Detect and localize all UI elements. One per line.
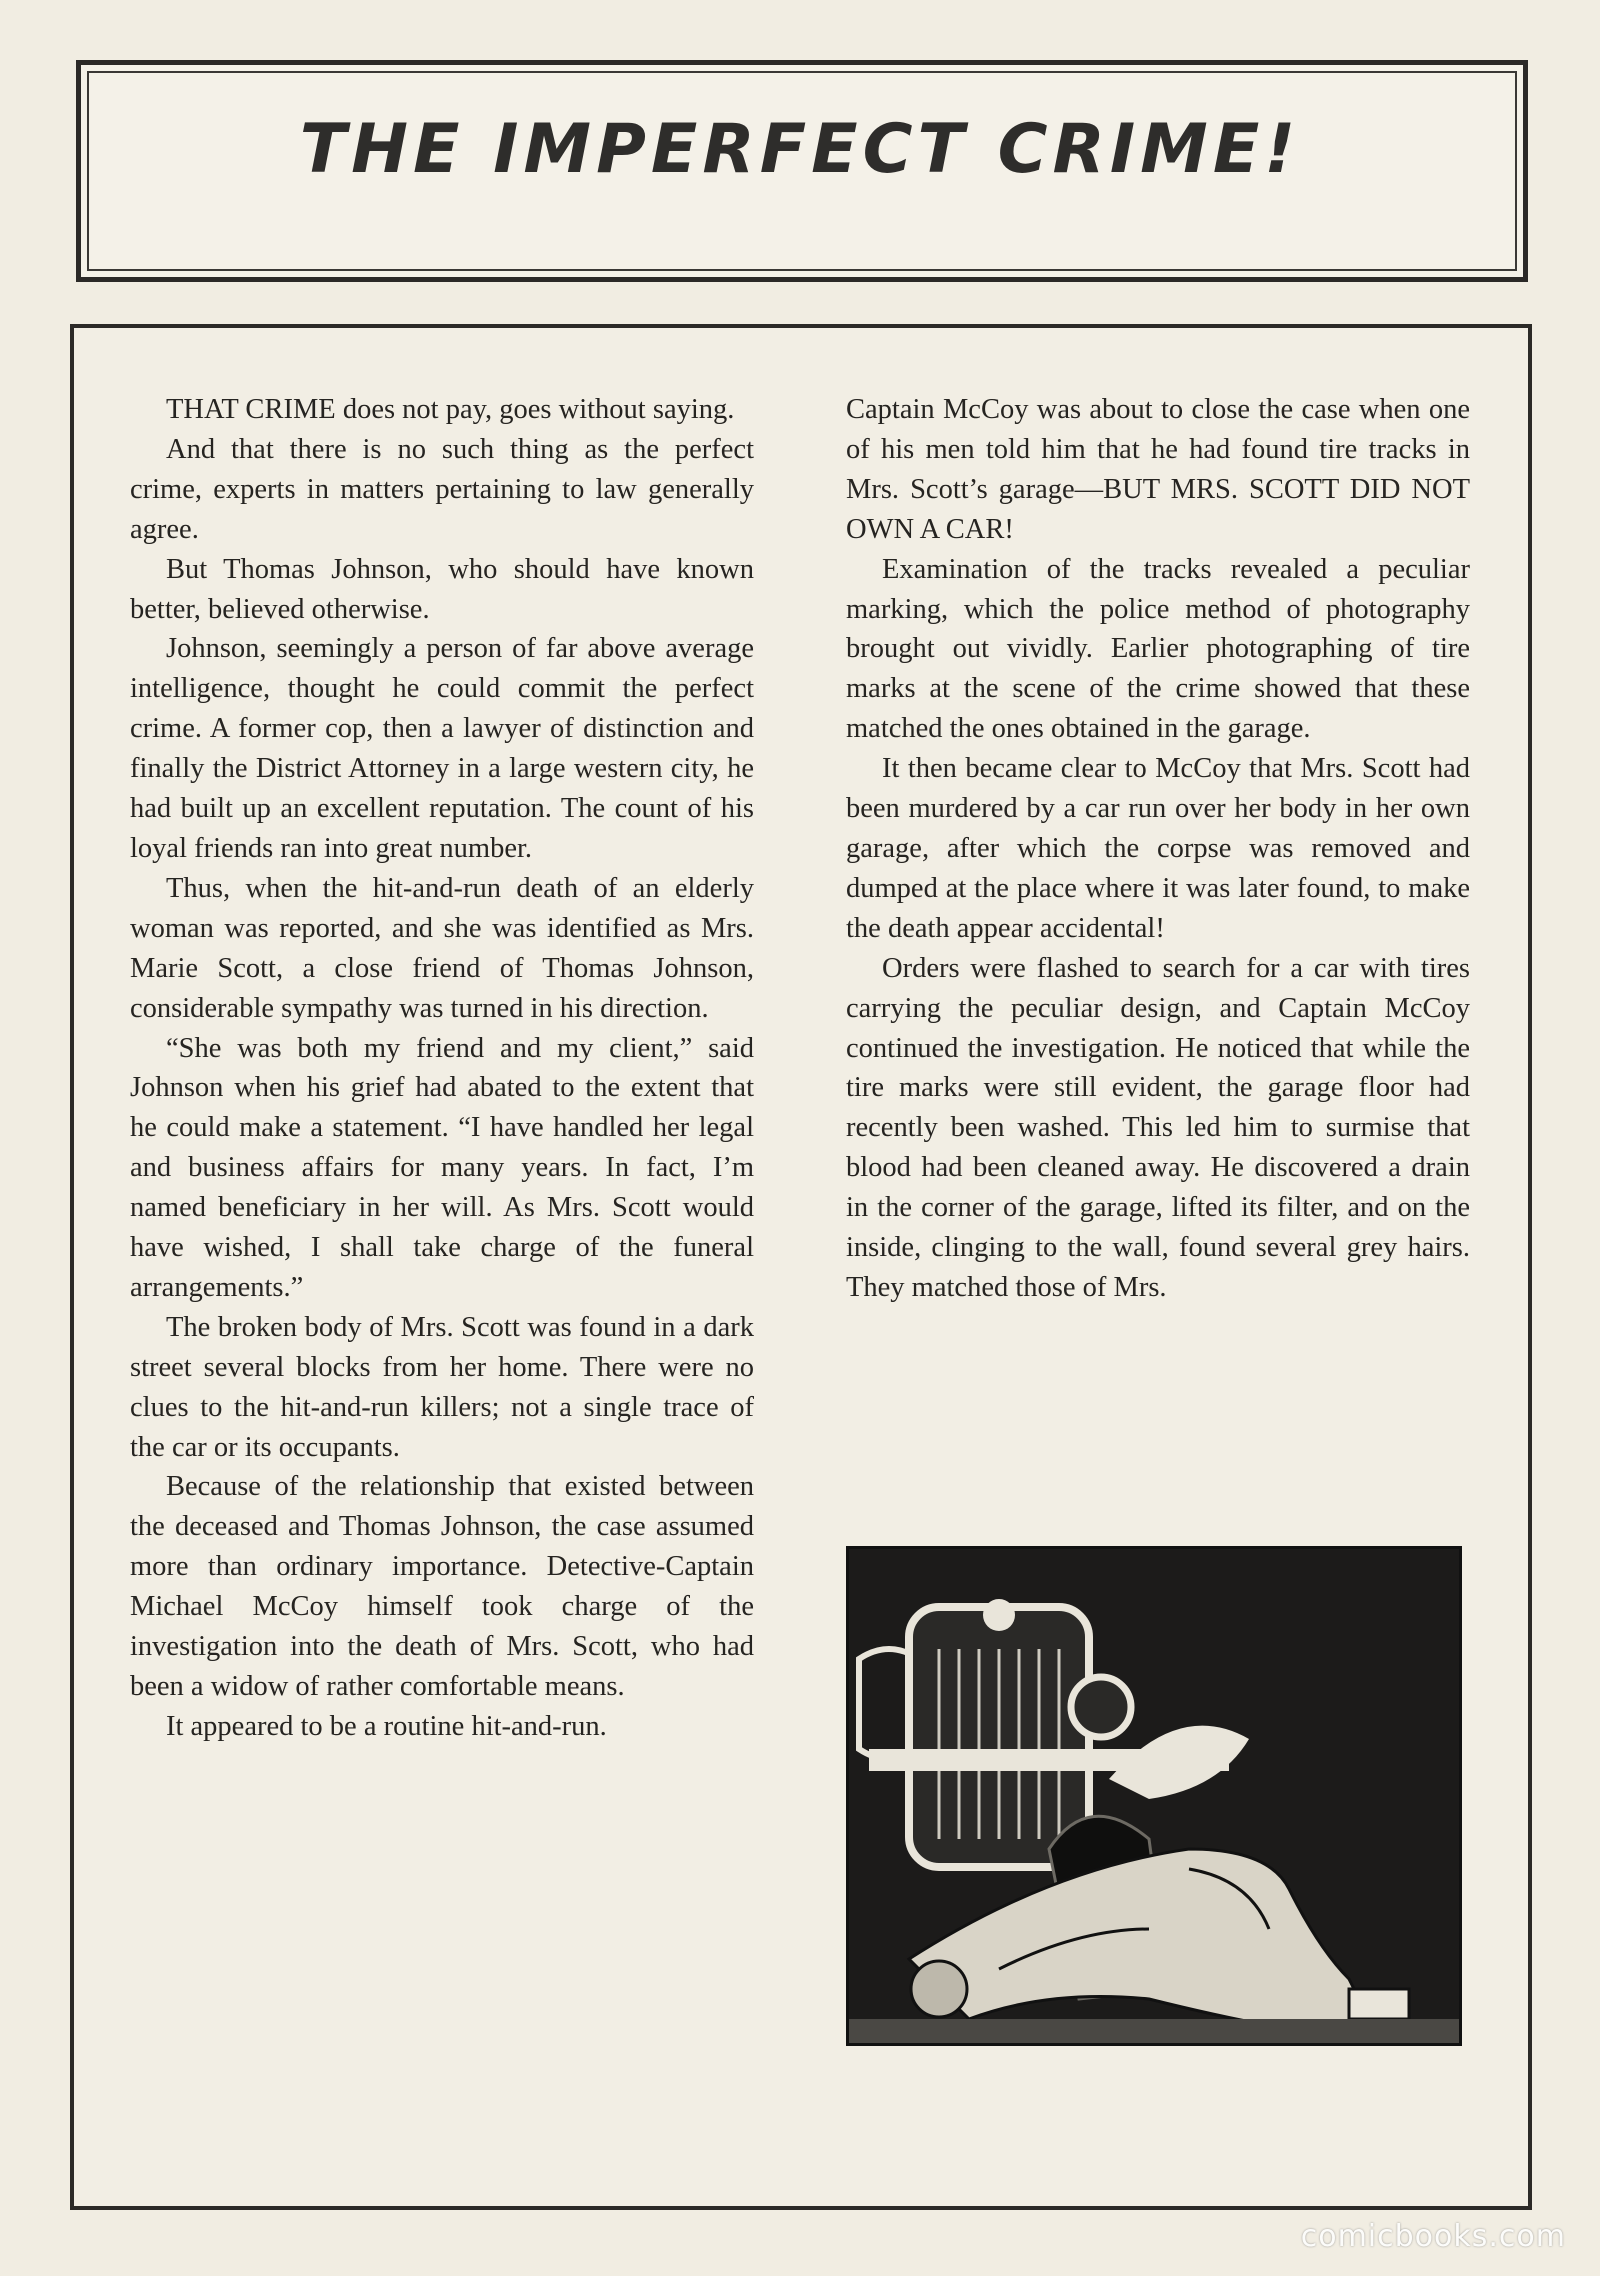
page-title: THE IMPERFECT CRIME! xyxy=(299,110,1301,189)
paragraph: It appeared to be a routine hit-and-run. xyxy=(166,1710,607,1742)
paragraph: “She was both my friend and my client,” said Johnson when his grief had abated to the extent that he could make a statement. “I have handled her legal and business affairs for many years. In fact, I’m named beneficiary in her will. As Mrs. Scott would have wished, I shall take charge of the funeral arrangements.” xyxy=(130,1032,754,1303)
paragraph: The broken body of Mrs. Scott was found in a dark street several blocks from her home. There were no clues to the hit-and-run killers; not a single trace of the car or its occupants. xyxy=(130,1311,754,1463)
paragraph: But Thomas Johnson, who should have known better, believed otherwise. xyxy=(130,553,754,625)
crime-scene-illustration xyxy=(846,1546,1462,2046)
watermark: comicbooks.com xyxy=(1300,2219,1566,2254)
car-and-body-drawing xyxy=(849,1549,1459,2043)
paragraph: Examination of the tracks revealed a peculiar marking, which the police method of photography brought out vividly. Earlier photographing of tire marks at the scene of the crime showed that these matched the ones obtained in the garage. xyxy=(846,553,1470,745)
paragraph: Thus, when the hit-and-run death of an elderly woman was reported, and she was identified as Mrs. Marie Scott, a close friend of Thomas Johnson, considerable sympathy was turned in his direction. xyxy=(130,872,754,1024)
paragraph: It then became clear to McCoy that Mrs. Scott had been murdered by a car run over her body in her own garage, after which the corpse was removed and dumped at the place where it was later found, to make the death appear accidental! xyxy=(846,753,1470,944)
article-column-right xyxy=(846,390,1470,1308)
article-column-left xyxy=(130,390,754,1747)
paragraph: Because of the relationship that existed between the deceased and Thomas Johnson, the case assumed more than ordinary importance. Detective-Captain Michael McCoy himself took charge of the investigation into the death of Mrs. Scott, who had been a widow of rather comfortable means. xyxy=(130,1471,754,1702)
paragraph: THAT CRIME does not pay, goes without saying. xyxy=(166,394,735,425)
paragraph: Orders were flashed to search for a car with tires carrying the peculiar design, and Captain McCoy continued the investigation. He noticed that while the tire marks were still evident, the garage floor had recently been washed. This led him to surmise that blood had been cleaned away. He discovered a drain in the corner of the garage, lifted its filter, and on the inside, clinging to the wall, found several grey hairs. They matched those of Mrs. xyxy=(846,952,1470,1303)
paragraph: Captain McCoy was about to close the case when one of his men told him that he had found tire tracks in Mrs. Scott’s garage—BUT MRS. SCOTT DID NOT OWN A CAR! xyxy=(846,394,1470,545)
paragraph: And that there is no such thing as the perfect crime, experts in matters pertaining to law generally agree. xyxy=(130,433,754,545)
paragraph: Johnson, seemingly a person of far above average intelligence, thought he could commit the perfect crime. A former cop, then a lawyer of distinction and finally the District Attorney in a large western city, he had built up an excellent reputation. The count of his loyal friends ran into great number. xyxy=(130,633,754,864)
